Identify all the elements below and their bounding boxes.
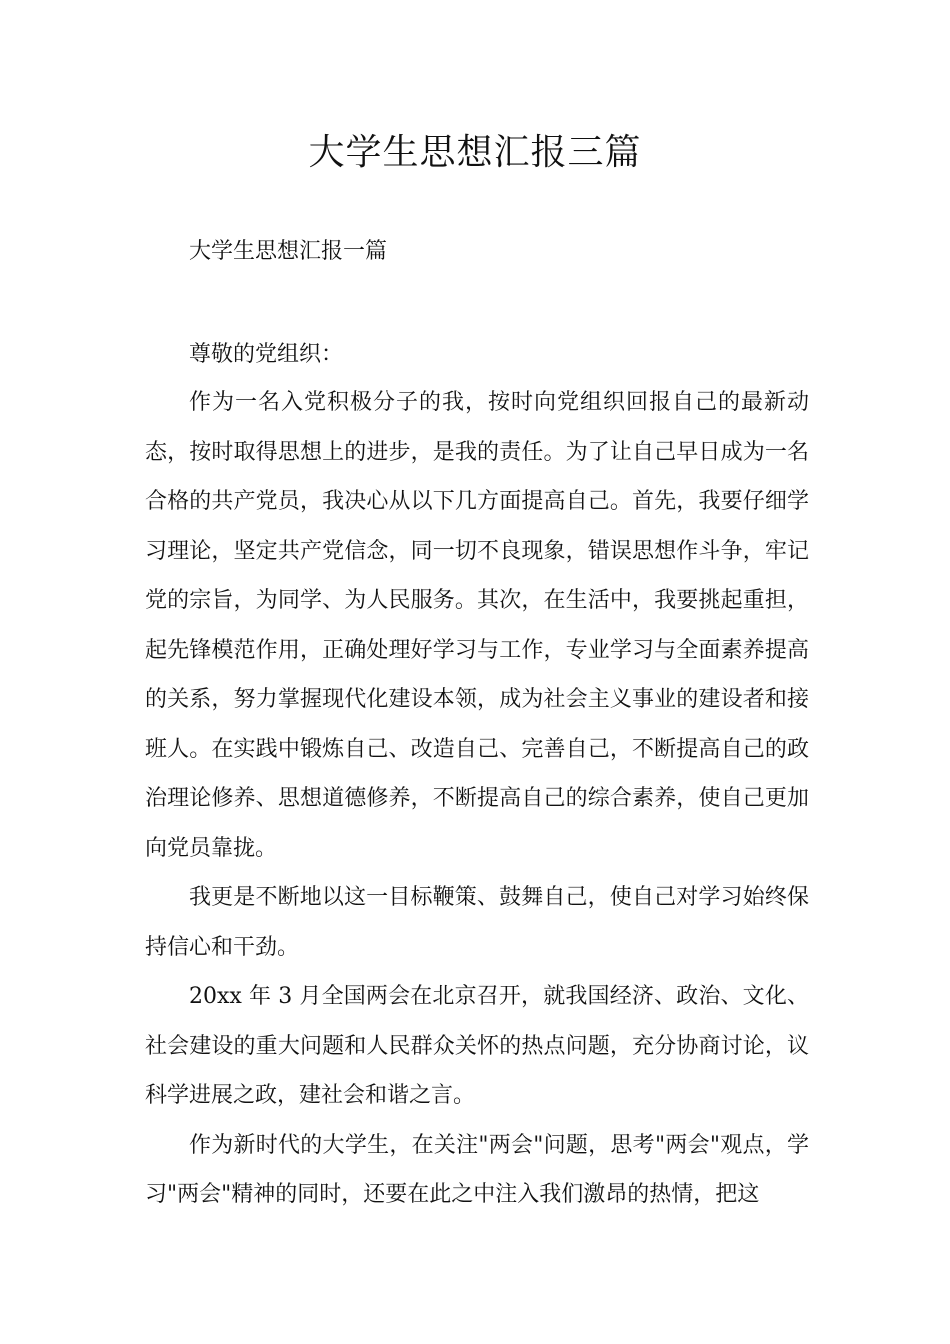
document-title: 大学生思想汇报三篇 <box>308 132 642 173</box>
salutation: 尊敬的党组织： <box>189 342 344 367</box>
paragraph-1: 作为一名入党积极分子的我，按时向党组织回报自己的最新动态，按时取得思想上的进步，是我的责任。为了让自己早日成为一名合格的共产党员，我决心从以下几方面提高自己。首先，我要仔细学习理论，坚定共产党信念，同一切不良现象，错误思想作斗争，牢记党的宗旨，为同学、为人民服务。其次，在生活中，我要挑起重担，起先锋模范作用，正确处理好学习与工作，专业学习与全面素养提高的关系，努力掌握现代化建设本领，成为社会主义事业的建设者和接班人。在实践中锻炼自己、改造自己、完善自己，不断提高自己的政治理论修养、思想道德修养，不断提高自己的综合素养，使自己更加向党员靠拢。 <box>145 390 809 861</box>
paragraph-3: 20xx 年 3 月全国两会在北京召开，就我国经济、政治、文化、社会建设的重大问题和人民群众关怀的热点问题，充分协商讨论，议科学进展之政，建社会和谐之言。 <box>145 984 809 1108</box>
paragraph-2: 我更是不断地以这一目标鞭策、鼓舞自己，使自己对学习始终保持信心和干劲。 <box>145 885 809 960</box>
section-subtitle: 大学生思想汇报一篇 <box>189 239 388 264</box>
paragraph-4: 作为新时代的大学生，在关注"两会"问题，思考"两会"观点，学习"两会"精神的同时，还要在此之中注入我们激昂的热情，把这 <box>145 1132 809 1207</box>
body-paragraphs <box>145 378 809 1220</box>
